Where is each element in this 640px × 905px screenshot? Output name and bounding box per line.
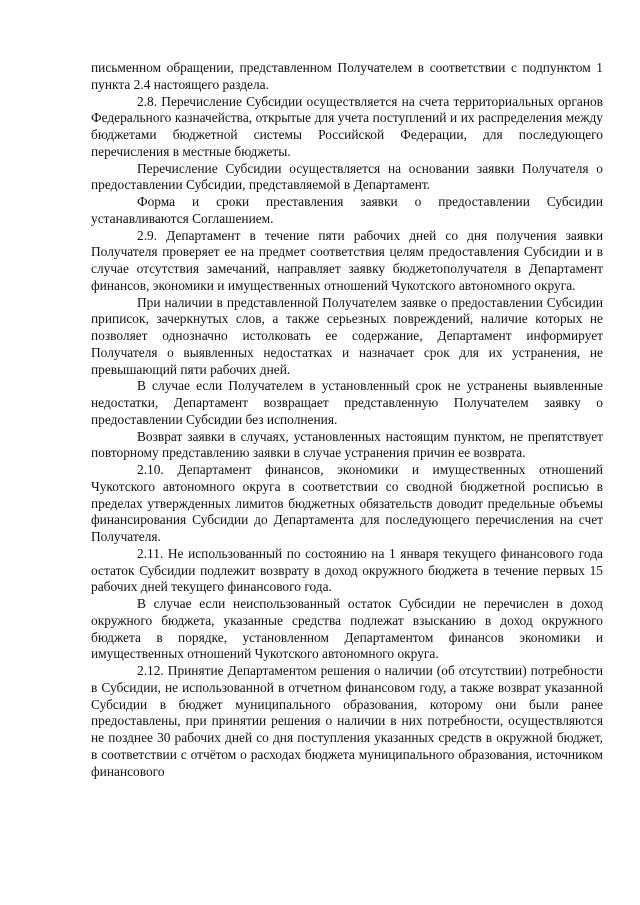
paragraph-2-9-defects: При наличии в представленной Получателем заявке о предоставлении Субсидии приписок, зачеркнутых слов, а также серьезных повреждений, наличие которых не позволяет однозначно истолковать ее содержание, Департамент информирует Получателя о выявленных недостатках и назначает срок для их устранения, не превышающий пяти рабочих дней.	[91, 294, 603, 377]
paragraph-2-9-resubmit: Возврат заявки в случаях, установленных настоящим пунктом, не препятствует повторному представлению заявки в случае устранения причин ее возврата.	[91, 428, 603, 461]
paragraph-2-9-return: В случае если Получателем в установленный срок не устранены выявленные недостатки, Департамент возвращает представленную Получателем заявку о предоставлении Субсидии без исполнения.	[91, 378, 603, 427]
paragraph-2-11: 2.11. Не использованный по состоянию на 1 января текущего финансового года остаток Субсидии подлежит возврату в доход окружного бюджета в течение первых 15 рабочих дней текущего финансового года.	[91, 545, 603, 595]
paragraph-continuation: письменном обращении, представленном Получателем в соответствии с подпунктом 1 пункта 2.4 настоящего раздела.	[91, 60, 603, 92]
paragraph-2-12: 2.12. Принятие Департаментом решения о наличии (об отсутствии) потребности в Субсидии, не использованной в отчетном финансовом году, а также возврат указанной Субсидии в бюджет муниципального образования, которому они были ранее предоставлены, при принятии решения о наличии в них потребности, осуществляются не позднее 30 рабочих дней со дня поступления указанных средств в окружной бюджет, в соответствии с отчётом о расходах бюджета муниципального образования, источником финансового	[91, 663, 603, 779]
paragraph-2-8-form: Форма и сроки преставления заявки о предоставлении Субсидии устанавливаются Соглашением.	[91, 194, 603, 226]
paragraph-2-9: 2.9. Департамент в течение пяти рабочих дней со дня получения заявки Получателя проверяет ее на предмет соответствия целям предоставления Субсидии и в случае отсутствия замечаний, направляет заявку бюджетополучателя в Департамент финансов, экономики и имущественных отношений Чукотского автономного округа.	[91, 227, 603, 293]
paragraph-2-8-transfer: Перечисление Субсидии осуществляется на основании заявки Получателя о предоставлении Субсидии, представляемой в Департамент.	[91, 160, 603, 193]
paragraph-2-11-recovery: В случае если неиспользованный остаток Субсидии не перечислен в доход окружного бюджета, указанные средства подлежат взысканию в доход окружного бюджета в порядке, установленном Департаментом финансов экономики и имущественных отношений Чукотского автономного округа.	[91, 596, 603, 662]
paragraph-2-8: 2.8. Перечисление Субсидии осуществляется на счета территориальных органов Федерального казначейства, открытые для учета поступлений и их распределения между бюджетами бюджетной системы Российской Федерации, для последующего перечисления в местные бюджеты.	[91, 93, 603, 159]
paragraph-2-10: 2.10. Департамент финансов, экономики и имущественных отношений Чукотского автономного округа в соответствии со сводной бюджетной росписью в пределах утвержденных лимитов бюджетных обязательств доводит предельные объемы финансирования Субсидии до Департамента для последующего перечисления на счет Получателя.	[91, 462, 603, 544]
document-page	[91, 60, 603, 780]
